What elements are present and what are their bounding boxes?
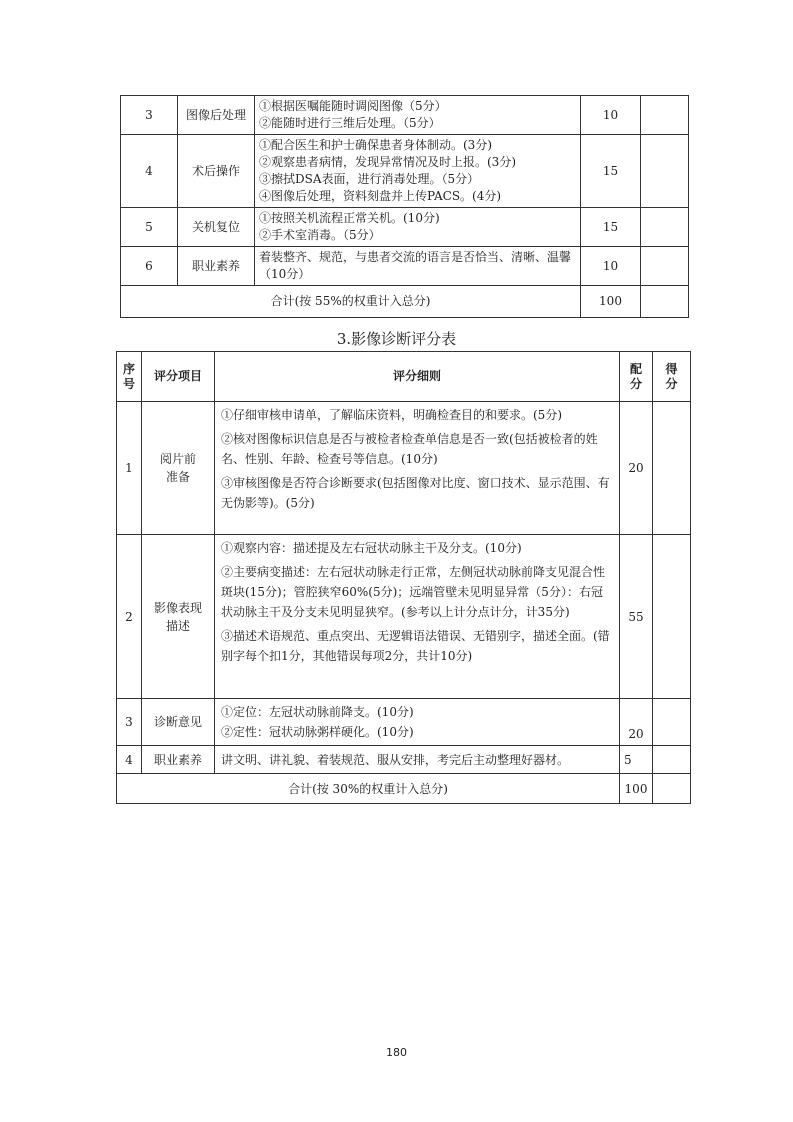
- row-got: [641, 96, 689, 135]
- table-row: [117, 535, 691, 699]
- row-score: 15: [581, 208, 641, 247]
- row-number: 3: [121, 96, 178, 135]
- page-number: 180: [386, 1046, 407, 1059]
- row-details: ①配合医生和护士确保患者身体制动。(3分) ②观察患者病情，发现异常情况及时上报。(3分) ③擦拭DSA表面，进行消毒处理。（5分） ④图像后处理，资料刻盘并上传PACS。(4分): [255, 135, 581, 208]
- row-score: 20: [620, 402, 653, 535]
- total-got: [641, 286, 689, 318]
- row-score: 10: [581, 96, 641, 135]
- table-row: [121, 96, 689, 135]
- row-details: 着装整齐、规范，与患者交流的语言是否恰当、清晰、温馨（10分）: [255, 247, 581, 286]
- total-label: 合计(按 55%的权重计入总分): [121, 286, 581, 318]
- row-details: ①根据医嘱能随时调阅图像（5分） ②能随时进行三维后处理。（5分）: [255, 96, 581, 135]
- row-details: 讲文明、讲礼貌、着装规范、服从安排，考完后主动整理好器材。: [215, 746, 620, 774]
- section-title: 3.影像诊断评分表: [336, 330, 457, 348]
- table-row: [117, 746, 691, 774]
- total-row: [117, 774, 691, 804]
- row-item: 职业素养: [142, 746, 215, 774]
- row-number: 3: [117, 699, 142, 746]
- row-got: [641, 135, 689, 208]
- row-score: 20: [620, 699, 653, 746]
- row-got: [641, 208, 689, 247]
- total-row: [121, 286, 689, 318]
- row-item: 诊断意见: [142, 699, 215, 746]
- row-score: 5: [620, 746, 653, 774]
- row-details: ①观察内容：描述提及左右冠状动脉主干及分支。(10分) ②主要病变描述：左右冠状动脉走行正常，左侧冠状动脉前降支见混合性斑块(15分)；管腔狭窄60%(5分)；远端管壁未见明显异常（5分）：右冠状动脉主干及分支未见明显狭窄。(参考以上计分点计分，计35分) ③描述术语规范、重点突出、无逻辑语法错误、无错别字，描述全面。(错别字每个扣1分，其他错误每项2分，共计10分): [215, 535, 620, 699]
- row-got: [653, 402, 691, 535]
- table-row: [117, 699, 691, 746]
- total-label: 合计(按 30%的权重计入总分): [117, 774, 620, 804]
- total-score: 100: [620, 774, 653, 804]
- operation-score-table: [120, 95, 689, 318]
- table-row: [121, 208, 689, 247]
- row-details: ①仔细审核申请单，了解临床资料，明确检查目的和要求。(5分) ②核对图像标识信息是否与被检者检查单信息是否一致(包括被检者的姓名、性别、年龄、检查号等信息。(10分) ③审核图像是否符合诊断要求(包括图像对比度、窗口技术、显示范围、有无伪影等)。(5分): [215, 402, 620, 535]
- header-score: 配分: [620, 352, 653, 402]
- row-details: ①按照关机流程正常关机。(10分) ②手术室消毒。（5分）: [255, 208, 581, 247]
- row-number: 4: [121, 135, 178, 208]
- header-number: 序号: [117, 352, 142, 402]
- header-row: [117, 352, 691, 402]
- row-item: 影像表现描述: [142, 535, 215, 699]
- row-number: 4: [117, 746, 142, 774]
- row-item: 关机复位: [178, 208, 255, 247]
- row-number: 2: [117, 535, 142, 699]
- row-item: 图像后处理: [178, 96, 255, 135]
- header-got: 得分: [653, 352, 691, 402]
- row-item: 术后操作: [178, 135, 255, 208]
- header-detail: 评分细则: [215, 352, 620, 402]
- diagnosis-score-table: [116, 351, 691, 804]
- row-details: ①定位：左冠状动脉前降支。(10分) ②定性：冠状动脉粥样硬化。(10分): [215, 699, 620, 746]
- row-item: 阅片前准备: [142, 402, 215, 535]
- row-got: [653, 535, 691, 699]
- total-score: 100: [581, 286, 641, 318]
- row-got: [653, 699, 691, 746]
- total-got: [653, 774, 691, 804]
- row-item: 职业素养: [178, 247, 255, 286]
- table-row: [121, 247, 689, 286]
- row-score: 15: [581, 135, 641, 208]
- header-item: 评分项目: [142, 352, 215, 402]
- table-row: [121, 135, 689, 208]
- table-row: [117, 402, 691, 535]
- row-score: 10: [581, 247, 641, 286]
- row-number: 6: [121, 247, 178, 286]
- row-score: 55: [620, 535, 653, 699]
- row-got: [653, 746, 691, 774]
- row-number: 5: [121, 208, 178, 247]
- row-got: [641, 247, 689, 286]
- row-number: 1: [117, 402, 142, 535]
